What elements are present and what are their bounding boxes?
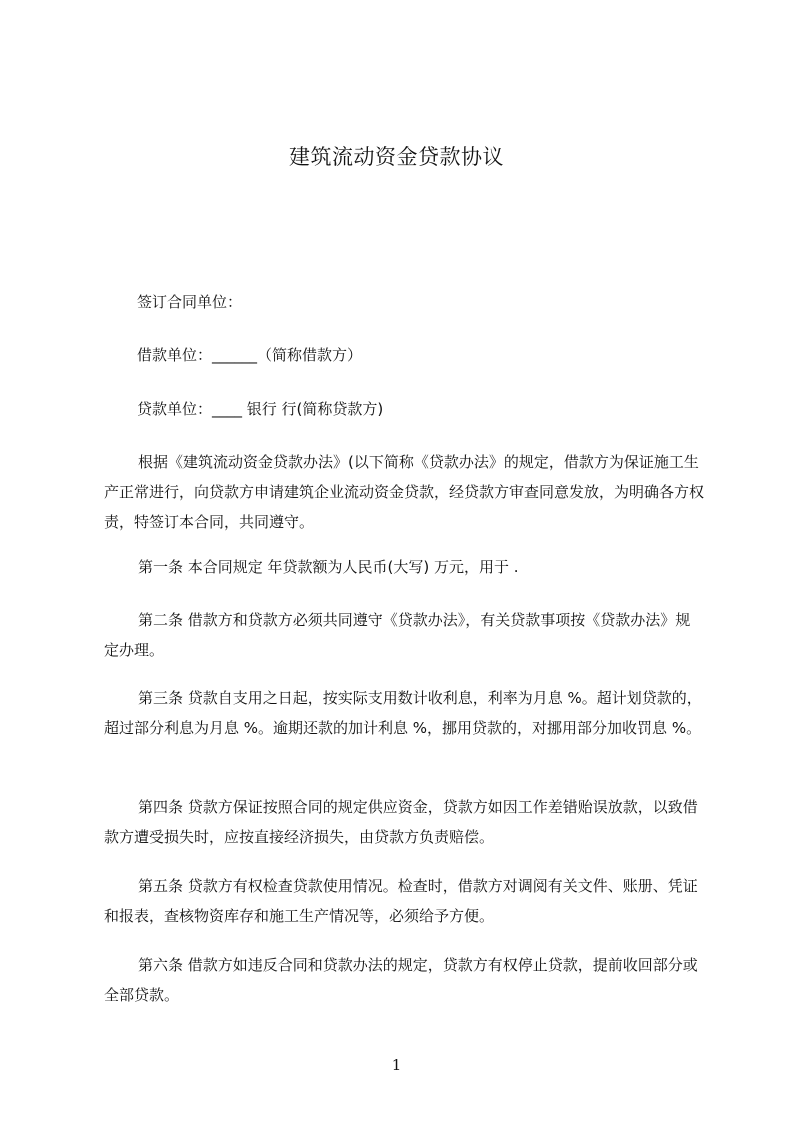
article-1-paragraph: [104, 552, 704, 582]
article-1-text: 第一条 本合同规定 年贷款额为人民币(大写) 万元，用于 .: [138, 558, 519, 576]
article-6-paragraph: [104, 950, 704, 1010]
article-5-paragraph: [104, 871, 704, 931]
article-3-text: 第三条 贷款自支用之日起，按实际支用数计收利息，利率为月息 %。超计划贷款的，超过部分利息为月息 %。逾期还款的加计利息 %，挪用贷款的，对挪用部分加收罚息 %。: [104, 689, 702, 737]
preamble-paragraph: [104, 447, 704, 537]
article-2-text: 第二条 借款方和贷款方必须共同遵守《贷款办法》，有关贷款事项按《贷款办法》规定办理。: [104, 611, 691, 659]
document-title: 建筑流动资金贷款协议: [289, 145, 504, 169]
page-number: 1: [391, 1056, 402, 1074]
article-5-text: 第五条 贷款方有权检查贷款使用情况。检查时，借款方对调阅有关文件、账册、凭证和报表，查核物资库存和施工生产情况等，必须给予方便。: [104, 877, 698, 925]
preamble-text: 根据《建筑流动资金贷款办法》(以下简称《贷款办法》的规定，借款方为保证施工生产正常进行，向贷款方申请建筑企业流动资金贷款，经贷款方审查同意发放，为明确各方权责，特签订本合同，共同遵守。: [104, 453, 705, 531]
signing-units-line: 签订合同单位：: [137, 293, 243, 311]
borrower-line: 借款单位：______（简称借款方）: [137, 346, 363, 364]
article-3-paragraph: [104, 683, 704, 743]
lender-line: 贷款单位：____ 银行 行(简称贷款方): [137, 400, 384, 418]
article-6-text: 第六条 借款方如违反合同和贷款办法的规定，贷款方有权停止贷款，提前收回部分或全部贷款。: [104, 956, 698, 1004]
article-4-text: 第四条 贷款方保证按照合同的规定供应资金，贷款方如因工作差错贻误放款，以致借款方遭受损失时，应按直接经济损失，由贷款方负责赔偿。: [104, 798, 698, 846]
article-4-paragraph: [104, 792, 704, 852]
article-2-paragraph: [104, 605, 704, 665]
